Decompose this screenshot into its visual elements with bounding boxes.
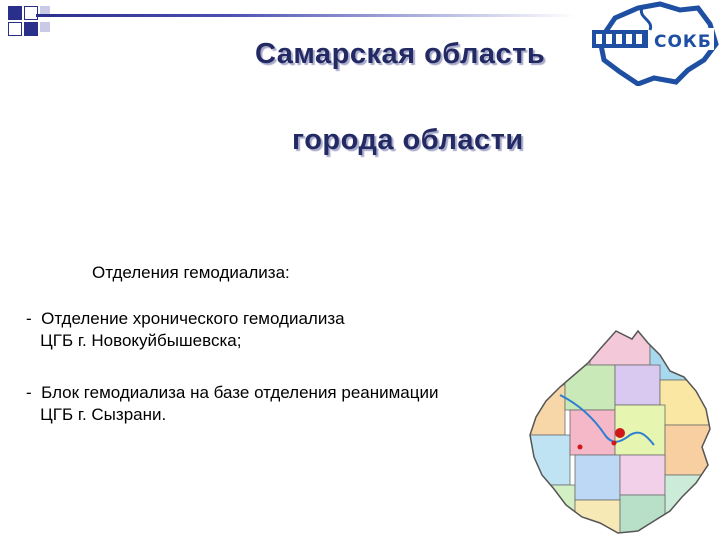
page-subtitle: города области (292, 124, 524, 156)
corner-square-decor (40, 22, 50, 32)
list-item-line: ЦГБ г. Новокуйбышевска; (26, 331, 242, 350)
departments-heading: Отделения гемодиализа: (92, 263, 290, 282)
corner-square-decor (24, 22, 38, 36)
list-item-line: ЦГБ г. Сызрани. (26, 405, 167, 424)
corner-square-decor (24, 6, 38, 20)
top-gradient-rule (36, 14, 576, 17)
samara-region-map (520, 325, 715, 537)
list-item (26, 382, 438, 426)
page-title: Самарская область (255, 38, 546, 70)
list-item-line: - Отделение хронического гемодиализа (26, 309, 345, 328)
logo-text: СОКБ (654, 32, 712, 52)
list-item (26, 308, 345, 352)
sokb-logo (580, 0, 720, 86)
corner-square-decor (8, 22, 22, 36)
corner-square-decor (8, 6, 22, 20)
list-item-line: - Блок гемодиализа на базе отделения реанимации (26, 383, 439, 402)
